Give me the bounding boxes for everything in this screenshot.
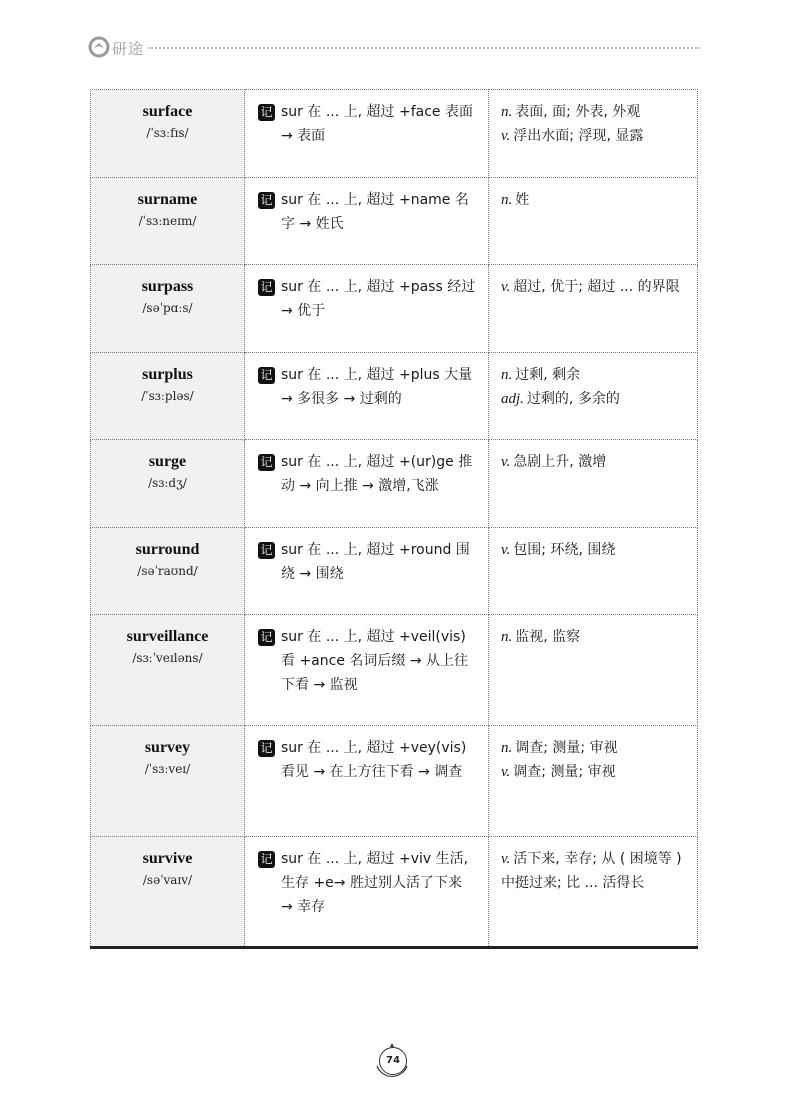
phonetic: /sɜːdʒ/	[148, 476, 187, 490]
definition-text: 活下来, 幸存; 从 ( 困境等 ) 中挺过来; 比 ... 活得长	[501, 851, 682, 891]
headword: surveillance	[126, 628, 209, 645]
definition-list	[489, 528, 697, 572]
memory-text: sur 在 ... 上, 超过 +face 表面 → 表面	[281, 104, 473, 144]
vocab-row	[91, 265, 698, 353]
definition-text: 姓	[515, 192, 530, 208]
memory-tip	[245, 726, 488, 794]
definition-line	[501, 100, 687, 124]
definition-line	[501, 538, 687, 562]
word-cell	[91, 615, 245, 726]
definition-list	[489, 265, 697, 309]
definition-cell	[489, 90, 698, 178]
word-cell	[91, 837, 245, 948]
definition-text: 表面, 面; 外表, 外观	[515, 104, 641, 120]
definition-list	[489, 615, 697, 659]
definition-line	[501, 450, 687, 474]
memory-cell	[245, 178, 489, 265]
memory-text: sur 在 ... 上, 超过 +vey(vis) 看见 → 在上方往下看 → 调查	[281, 740, 467, 780]
definition-line	[501, 363, 687, 387]
vocab-row	[91, 837, 698, 948]
definition-list	[489, 90, 697, 158]
memory-text: sur 在 ... 上, 超过 +name 名字 → 姓氏	[281, 192, 469, 232]
memory-tip	[245, 440, 488, 508]
memory-badge-icon: 记	[258, 542, 275, 559]
part-of-speech: v.	[501, 128, 511, 144]
part-of-speech: v.	[501, 764, 511, 780]
definition-line	[501, 275, 687, 299]
definition-list	[489, 726, 697, 794]
memory-text: sur 在 ... 上, 超过 +(ur)ge 推动 → 向上推 → 激增,飞涨	[281, 454, 473, 494]
definition-line	[501, 124, 687, 148]
definition-list	[489, 837, 697, 905]
memory-cell	[245, 615, 489, 726]
memory-text: sur 在 ... 上, 超过 +viv 生活, 生存 +e→ 胜过别人活了下来 → 幸存	[281, 851, 469, 915]
definition-list	[489, 353, 697, 421]
vocab-row	[91, 440, 698, 528]
memory-text: sur 在 ... 上, 超过 +round 围绕 → 围绕	[281, 542, 470, 582]
definition-text: 包围; 环绕, 围绕	[513, 542, 616, 558]
vocab-row	[91, 353, 698, 440]
definition-line	[501, 625, 687, 649]
vocabulary-table-body	[91, 90, 698, 948]
definition-text: 急剧上升, 激增	[513, 454, 607, 470]
memory-text: sur 在 ... 上, 超过 +plus 大量 → 多很多 → 过剩的	[281, 367, 473, 407]
part-of-speech: v.	[501, 542, 511, 558]
definition-line	[501, 847, 687, 895]
memory-cell	[245, 90, 489, 178]
brand-logo-icon	[88, 36, 110, 58]
definition-cell	[489, 353, 698, 440]
definition-text: 过剩, 剩余	[515, 367, 581, 383]
memory-cell	[245, 528, 489, 615]
definition-text: 监视, 监察	[515, 629, 581, 645]
memory-text: sur 在 ... 上, 超过 +pass 经过 → 优于	[281, 279, 476, 319]
word-cell	[91, 440, 245, 528]
header-dotted-rule	[148, 47, 700, 49]
definition-text: 超过, 优于; 超过 ... 的界限	[513, 279, 680, 295]
phonetic: /səˈraʊnd/	[137, 564, 198, 578]
memory-badge-icon: 记	[258, 629, 275, 646]
part-of-speech: v.	[501, 279, 511, 295]
memory-tip	[245, 837, 488, 929]
definition-text: 调查; 测量; 审视	[513, 764, 616, 780]
memory-cell	[245, 440, 489, 528]
part-of-speech: n.	[501, 192, 513, 208]
memory-badge-icon: 记	[258, 192, 275, 209]
word-cell	[91, 528, 245, 615]
memory-tip	[245, 265, 488, 333]
headword: survive	[142, 850, 193, 867]
headword: surname	[137, 191, 198, 208]
memory-tip	[245, 528, 488, 596]
definition-line	[501, 387, 687, 411]
definition-text: 过剩的, 多余的	[526, 391, 620, 407]
part-of-speech: v.	[501, 454, 511, 470]
headword: surplus	[142, 366, 193, 383]
part-of-speech: n.	[501, 740, 513, 756]
headword: survey	[144, 739, 191, 756]
brand-name: 研途	[112, 40, 145, 58]
vocab-row	[91, 528, 698, 615]
vocabulary-table	[90, 89, 698, 949]
vocab-row	[91, 615, 698, 726]
definition-text: 浮出水面; 浮现, 显露	[513, 128, 644, 144]
word-cell	[91, 178, 245, 265]
memory-badge-icon: 记	[258, 279, 275, 296]
page-number-badge	[379, 1047, 407, 1075]
page-number: 74	[386, 1055, 400, 1066]
definition-line	[501, 188, 687, 212]
word-cell	[91, 726, 245, 837]
memory-cell	[245, 837, 489, 948]
memory-tip	[245, 615, 488, 707]
memory-cell	[245, 353, 489, 440]
word-cell	[91, 90, 245, 178]
vocab-row	[91, 726, 698, 837]
memory-text: sur 在 ... 上, 超过 +veil(vis) 看 +ance 名词后缀 → 从上往下看 → 监视	[281, 629, 469, 693]
memory-cell	[245, 726, 489, 837]
part-of-speech: n.	[501, 104, 513, 120]
memory-badge-icon: 记	[258, 367, 275, 384]
definition-text: 调查; 测量; 审视	[515, 740, 618, 756]
definition-list	[489, 440, 697, 484]
definition-line	[501, 760, 687, 784]
headword: surround	[135, 541, 200, 558]
phonetic: /ˈsɜːveɪ/	[144, 762, 191, 776]
definition-cell	[489, 837, 698, 948]
memory-badge-icon: 记	[258, 851, 275, 868]
phonetic: /ˈsɜːpləs/	[141, 389, 194, 403]
part-of-speech: n.	[501, 367, 513, 383]
word-cell	[91, 265, 245, 353]
vocab-row	[91, 90, 698, 178]
definition-cell	[489, 528, 698, 615]
memory-tip	[245, 178, 488, 246]
vocab-row	[91, 178, 698, 265]
memory-badge-icon: 记	[258, 104, 275, 121]
memory-cell	[245, 265, 489, 353]
headword: surface	[142, 103, 193, 120]
headword: surpass	[141, 278, 194, 295]
page-header	[88, 34, 700, 60]
part-of-speech: adj.	[501, 391, 524, 407]
part-of-speech: v.	[501, 851, 511, 867]
part-of-speech: n.	[501, 629, 513, 645]
memory-badge-icon: 记	[258, 740, 275, 757]
definition-cell	[489, 615, 698, 726]
definition-line	[501, 736, 687, 760]
definition-cell	[489, 178, 698, 265]
phonetic: /səˈvaɪv/	[142, 873, 193, 887]
memory-tip	[245, 90, 488, 158]
phonetic: /ˈsɜːneɪm/	[138, 214, 197, 228]
definition-cell	[489, 726, 698, 837]
word-cell	[91, 353, 245, 440]
headword: surge	[148, 453, 187, 470]
phonetic: /sɜːˈveɪləns/	[132, 651, 203, 665]
phonetic: /ˈsɜːfɪs/	[146, 126, 189, 140]
definition-cell	[489, 265, 698, 353]
memory-tip	[245, 353, 488, 421]
memory-badge-icon: 记	[258, 454, 275, 471]
phonetic: /səˈpɑːs/	[142, 301, 193, 315]
brand-logo	[88, 36, 148, 58]
definition-list	[489, 178, 697, 222]
definition-cell	[489, 440, 698, 528]
